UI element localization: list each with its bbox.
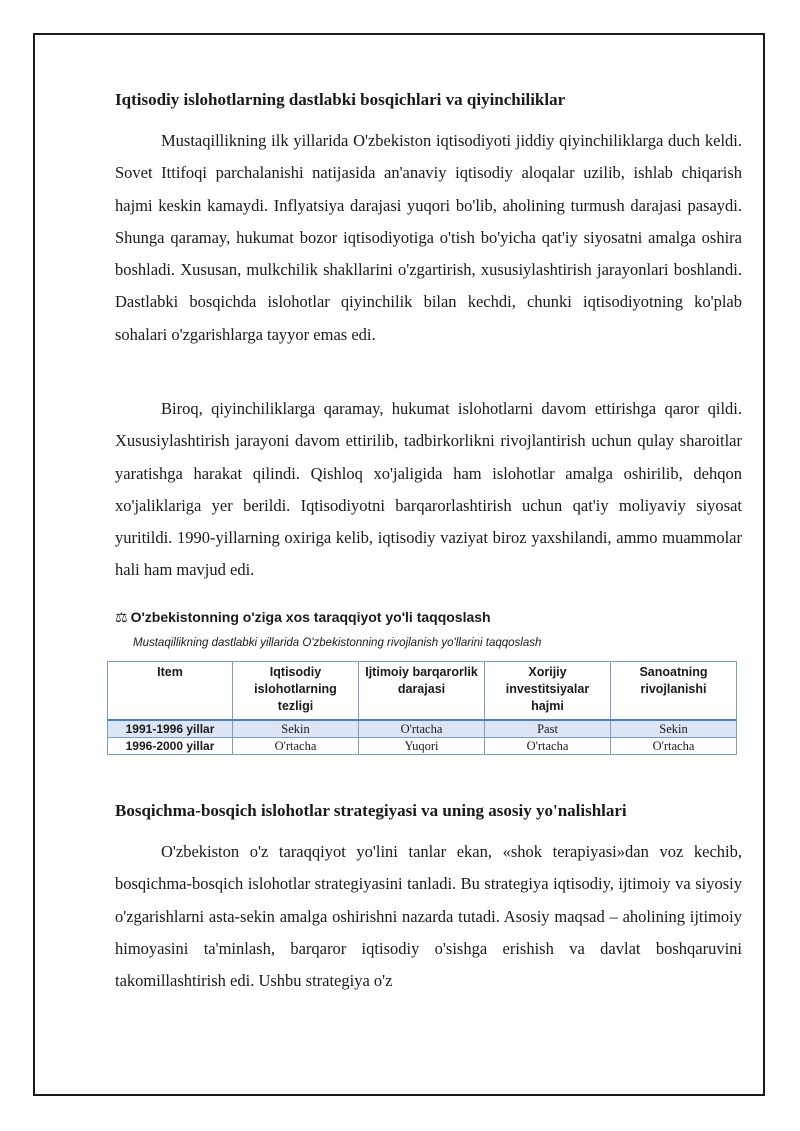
comparison-title-text: O'zbekistonning o'ziga xos taraqqiyot yo'li taqqoslash: [130, 609, 491, 625]
comparison-table: [107, 661, 737, 755]
table-cell: O'rtacha: [611, 738, 737, 755]
row-label: 1991-1996 yillar: [108, 720, 233, 738]
paragraph-continued-reforms: Biroq, qiyinchiliklarga qaramay, hukumat islohotlarni davom ettirishga qaror qildi. Xususiylashtirish jarayoni davom ettirilib, tadbirkorlikni rivojlantirish uchun qulay sharoitlar yaratishga harakat qilindi. Qishloq xo'jaligida ham islohotlar amalga oshirilib, dehqon xo'jaliklariga yer berildi. Iqtisodiyotni barqarorlashtirish uchun qat'iy moliyaviy siyosat yuritildi. 1990-yillarning oxiriga kelib, iqtisodiy vaziyat biroz yaxshilandi, ammo muammolar hali ham mavjud edi.: [115, 399, 742, 580]
table-header-row: [108, 662, 737, 721]
table-cell: Yuqori: [359, 738, 485, 755]
column-header-industry-development: Sanoatning rivojlanishi: [611, 662, 737, 721]
column-header-reform-speed: Iqtisodiy islohotlarning tezligi: [233, 662, 359, 721]
table-cell: O'rtacha: [233, 738, 359, 755]
table-row: [108, 720, 737, 738]
table-cell: Sekin: [233, 720, 359, 738]
row-label: 1996-2000 yillar: [108, 738, 233, 755]
table-cell: Sekin: [611, 720, 737, 738]
column-header-social-stability: Ijtimoiy barqarorlik darajasi: [359, 662, 485, 721]
paragraph-initial-difficulties: Mustaqillikning ilk yillarida O'zbekiston iqtisodiyoti jiddiy qiyinchiliklarga duch keldi. Sovet Ittifoqi parchalanishi natijasida an'anaviy iqtisodiy aloqalar uzilib, ishlab chiqarish hajmi keskin kamaydi. Inflyatsiya darajasi yuqori bo'lib, aholining turmush darajasi pasaydi. Shunga qaramay, hukumat bozor iqtisodiyotiga o'tish bo'yicha qat'iy siyosatni amalga oshira boshladi. Xususan, mulkchilik shakllarini o'zgartirish, xususiylashtirish jarayonlari boshlandi. Dastlabki bosqichda islohotlar qiyinchilik bilan kechdi, chunki iqtisodiyotning ko'plab sohalari o'zgarishlarga tayyor emas edi.: [115, 131, 742, 344]
section-heading-gradual-strategy: Bosqichma-bosqich islohotlar strategiyasi va uning asosiy yo'nalishlari: [115, 801, 627, 820]
column-header-item: Item: [108, 662, 233, 721]
balance-scale-icon: ⚖: [115, 610, 128, 626]
comparison-subtitle: Mustaqillikning dastlabki yillarida O'zbekistonning rivojlanish yo'llarini taqqoslash: [133, 637, 542, 649]
table-cell: O'rtacha: [485, 738, 611, 755]
comparison-title: [115, 608, 491, 627]
table-cell: Past: [485, 720, 611, 738]
paragraph-gradual-strategy: O'zbekiston o'z taraqqiyot yo'lini tanlar ekan, «shok terapiyasi»dan voz kechib, bosqichma-bosqich islohotlar strategiyasini tanladi. Bu strategiya iqtisodiy, ijtimoiy va siyosiy o'zgarishlarni asta-sekin amalga oshirishni nazarda tutadi. Asosiy maqsad – aholining ijtimoiy himoyasini ta'minlash, barqaror iqtisodiy o'sishga erishish va davlat boshqaruvini takomillashtirish edi. Ushbu strategiya o'z: [115, 842, 742, 991]
table-cell: O'rtacha: [359, 720, 485, 738]
section-heading-initial-reforms: Iqtisodiy islohotlarning dastlabki bosqichlari va qiyinchiliklar: [115, 90, 566, 109]
column-header-foreign-investment: Xorijiy investitsiyalar hajmi: [485, 662, 611, 721]
table-row: [108, 738, 737, 755]
